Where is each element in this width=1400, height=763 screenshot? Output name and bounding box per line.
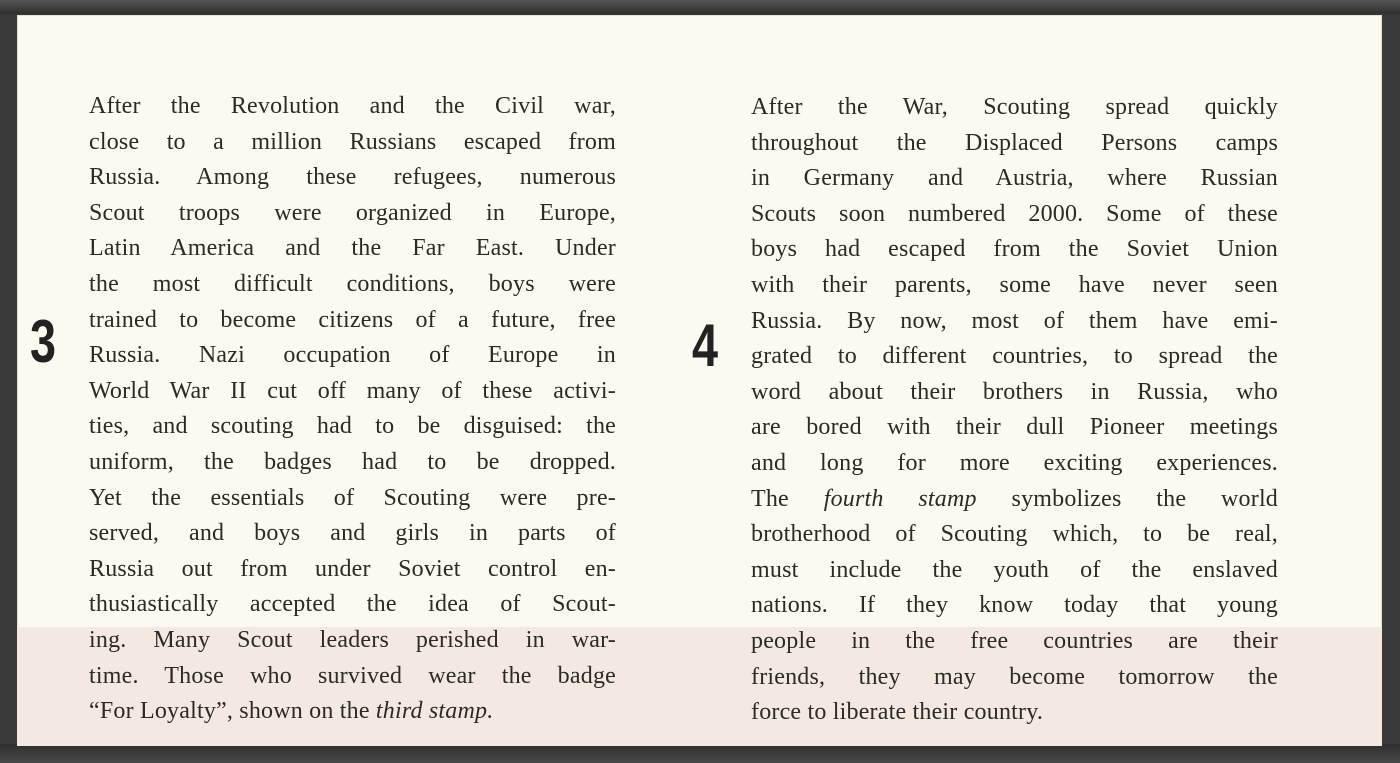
right-text-line: brotherhood of Scouting which, to be real, xyxy=(751,521,1278,548)
right-text-line: word about their brothers in Russia, who xyxy=(751,378,1278,405)
stamp-line-suffix: symbolizes the world xyxy=(1011,485,1279,512)
left-text-column xyxy=(89,89,616,730)
left-text-line: ing. Many Scout leaders perished in war- xyxy=(89,626,616,653)
right-text-line: grated to different countries, to spread the xyxy=(751,343,1278,370)
left-text-line: Scout troops were organized in Europe, xyxy=(89,199,616,226)
left-text-line: Russia. Nazi occupation of Europe in xyxy=(89,342,616,369)
left-text-line: uniform, the badges had to be dropped. xyxy=(89,448,616,475)
right-text-line: with their parents, some have never seen xyxy=(751,271,1278,298)
left-text-line: close to a million Russians escaped from xyxy=(89,128,616,155)
right-text-line: are bored with their dull Pioneer meetings xyxy=(751,414,1278,441)
backdrop-bottom-edge xyxy=(0,744,1400,763)
right-text-line: After the War, Scouting spread quickly xyxy=(751,94,1278,120)
left-last-line xyxy=(89,694,616,730)
right-text-line: in Germany and Austria, where Russian xyxy=(751,165,1278,192)
left-last-line-text: “For Loyalty”, shown on the xyxy=(89,698,370,725)
right-text-line: friends, they may become tomorrow the xyxy=(751,663,1278,690)
right-text-line: throughout the Displaced Persons camps xyxy=(751,129,1278,156)
left-text-line: Russia out from under Soviet control en- xyxy=(89,555,616,582)
third-stamp-italic: third stamp. xyxy=(375,698,494,725)
right-stamp-line xyxy=(751,482,1278,518)
right-text-line: boys had escaped from the Soviet Union xyxy=(751,236,1278,263)
right-text-line: people in the free countries are their xyxy=(751,627,1278,654)
backdrop-top-edge xyxy=(0,0,1400,14)
right-text-line: Russia. By now, most of them have emi- xyxy=(751,307,1278,334)
booklet-page xyxy=(17,15,1382,746)
right-text-line: Scouts soon numbered 2000. Some of these xyxy=(751,200,1278,227)
left-text-line: After the Revolution and the Civil war, xyxy=(89,93,616,119)
section-number-3: 3 xyxy=(30,308,57,375)
stamp-line-prefix: The xyxy=(751,485,789,512)
left-text-line: thusiastically accepted the idea of Scout- xyxy=(89,591,616,618)
left-text-line: the most difficult conditions, boys were xyxy=(89,270,616,297)
section-number-4: 4 xyxy=(692,312,719,379)
right-text-column xyxy=(751,90,1278,731)
right-text-line: and long for more exciting experiences. xyxy=(751,449,1278,476)
fourth-stamp-italic: fourth stamp xyxy=(823,485,977,512)
left-text-line: trained to become citizens of a future, free xyxy=(89,306,616,333)
left-text-line: ties, and scouting had to be disguised: the xyxy=(89,413,616,440)
right-last-line: force to liberate their country. xyxy=(751,699,1044,726)
right-text-line: nations. If they know today that young xyxy=(751,592,1278,619)
left-text-line: Yet the essentials of Scouting were pre- xyxy=(89,484,616,511)
left-text-line: Russia. Among these refugees, numerous xyxy=(89,164,616,191)
left-text-line: Latin America and the Far East. Under xyxy=(89,235,616,262)
left-text-line: time. Those who survived wear the badge xyxy=(89,662,616,689)
right-text-line: must include the youth of the enslaved xyxy=(751,556,1278,583)
left-text-line: served, and boys and girls in parts of xyxy=(89,520,616,547)
left-text-line: World War II cut off many of these activi- xyxy=(89,377,616,404)
